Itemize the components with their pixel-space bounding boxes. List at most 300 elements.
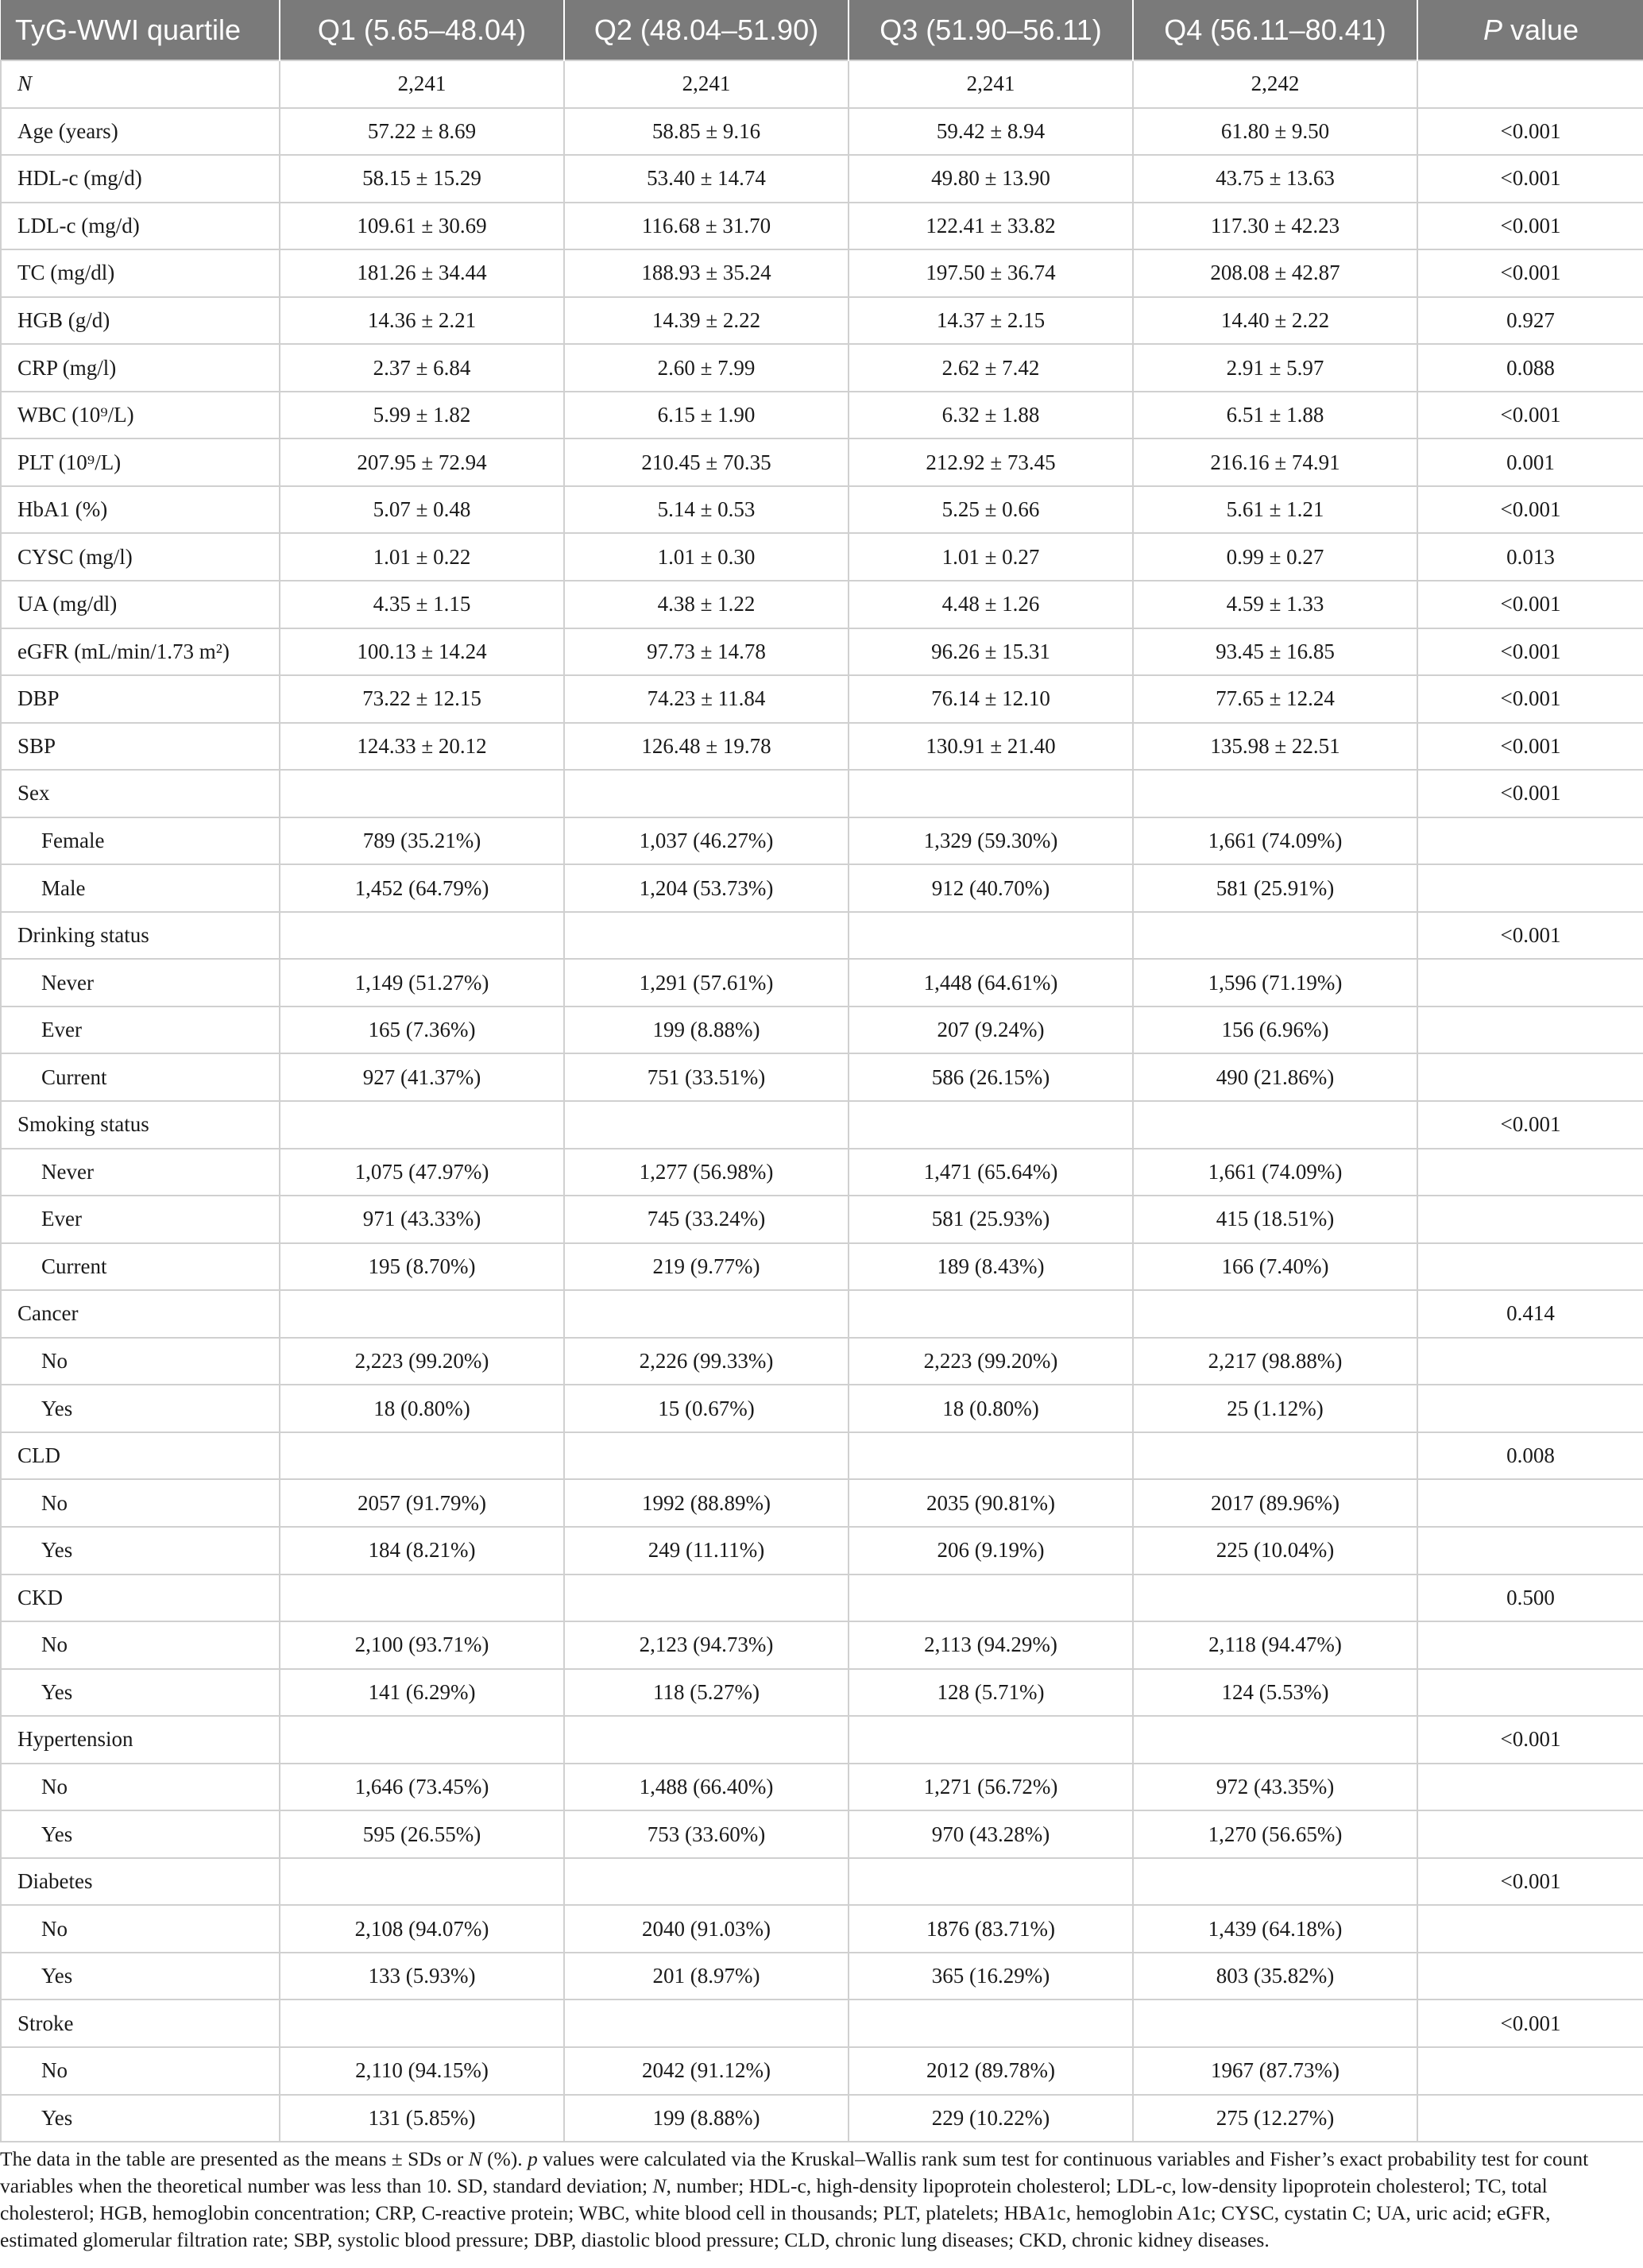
q3-cell: 581 (25.93%) [849, 1196, 1133, 1243]
row-label: Yes [1, 1810, 280, 1858]
row-label: Female [1, 817, 280, 865]
row-label: No [1, 1338, 280, 1385]
q2-cell: 188.93 ± 35.24 [564, 249, 849, 297]
q4-cell: 803 (35.82%) [1133, 1953, 1417, 2000]
q2-cell: 5.14 ± 0.53 [564, 486, 849, 534]
p-value-cell: <0.001 [1417, 675, 1643, 723]
q4-cell: 1967 (87.73%) [1133, 2047, 1417, 2095]
table-row [1, 533, 1643, 581]
q2-cell: 4.38 ± 1.22 [564, 581, 849, 628]
table-row [1, 912, 1643, 960]
q1-cell: 971 (43.33%) [280, 1196, 564, 1243]
row-label: CYSC (mg/l) [1, 533, 280, 581]
p-value-cell: <0.001 [1417, 723, 1643, 771]
q1-cell: 133 (5.93%) [280, 1953, 564, 2000]
q4-cell [1133, 912, 1417, 960]
p-value-cell: <0.001 [1417, 770, 1643, 817]
row-label: Diabetes [1, 1858, 280, 1906]
q2-cell [564, 1574, 849, 1622]
q2-cell: 97.73 ± 14.78 [564, 628, 849, 676]
row-label: Hypertension [1, 1716, 280, 1764]
p-value-cell [1417, 1764, 1643, 1811]
table-row [1, 155, 1643, 203]
p-value-cell: <0.001 [1417, 1101, 1643, 1149]
p-value-cell: <0.001 [1417, 912, 1643, 960]
q2-cell: 2042 (91.12%) [564, 2047, 849, 2095]
q4-cell: 1,596 (71.19%) [1133, 959, 1417, 1006]
table-header [1, 0, 1643, 60]
row-label: Never [1, 1149, 280, 1196]
q2-cell: 210.45 ± 70.35 [564, 439, 849, 486]
p-value-cell [1417, 959, 1643, 1006]
row-label: No [1, 2047, 280, 2095]
table-row [1, 439, 1643, 486]
q4-cell: 135.98 ± 22.51 [1133, 723, 1417, 771]
q3-cell: 586 (26.15%) [849, 1053, 1133, 1101]
row-label: TC (mg/dl) [1, 249, 280, 297]
q4-cell: 2,242 [1133, 60, 1417, 108]
q4-cell: 1,661 (74.09%) [1133, 817, 1417, 865]
table-row [1, 581, 1643, 628]
p-value-cell [1417, 1953, 1643, 2000]
table-row [1, 817, 1643, 865]
q3-cell: 912 (40.70%) [849, 864, 1133, 912]
footnote-italic: p [528, 2147, 538, 2170]
q4-cell [1133, 1858, 1417, 1906]
q4-cell [1133, 1101, 1417, 1149]
q4-cell: 225 (10.04%) [1133, 1527, 1417, 1574]
p-value-cell [1417, 1149, 1643, 1196]
q1-cell: 789 (35.21%) [280, 817, 564, 865]
table-row [1, 675, 1643, 723]
q2-cell: 745 (33.24%) [564, 1196, 849, 1243]
p-value-cell [1417, 1385, 1643, 1432]
footnote-text: The data in the table are presented as the means ± SDs or N (%). p values were calculated via the Kruskal–Wallis rank sum test for continuous variables and Fisher’s exact probability test for count variables when the theoretical number was less than 10. SD, standard deviation; N, number; HDL-c, high-density lipoprotein cholesterol; LDL-c, low-density lipoprotein cholesterol; TC, total cholesterol; HGB, hemoglobin concentration; CRP, C-reactive protein; WBC, white blood cell in thousands; PLT, platelets; HBA1c, hemoglobin A1c; CYSC, cystatin C; UA, uric acid; eGFR, estimated glomerular filtration rate; SBP, systolic blood pressure; DBP, diastolic blood pressure; CLD, chronic lung diseases; CKD, chronic kidney diseases. [0, 2147, 1589, 2251]
p-value-cell: 0.013 [1417, 533, 1643, 581]
header-p-value-text: P value [1483, 13, 1579, 46]
q3-cell [849, 1574, 1133, 1622]
row-label: Smoking status [1, 1101, 280, 1149]
q4-cell: 275 (12.27%) [1133, 2095, 1417, 2142]
table-row [1, 1432, 1643, 1480]
q2-cell [564, 1101, 849, 1149]
q3-cell: 49.80 ± 13.90 [849, 155, 1133, 203]
q3-cell: 197.50 ± 36.74 [849, 249, 1133, 297]
q4-cell: 25 (1.12%) [1133, 1385, 1417, 1432]
p-value-cell [1417, 2095, 1643, 2142]
q1-cell: 73.22 ± 12.15 [280, 675, 564, 723]
row-label: Yes [1, 1669, 280, 1717]
p-value-cell: 0.088 [1417, 344, 1643, 392]
table-row [1, 297, 1643, 345]
q2-cell: 751 (33.51%) [564, 1053, 849, 1101]
table-row [1, 344, 1643, 392]
p-value-cell [1417, 1527, 1643, 1574]
p-value-cell: 0.414 [1417, 1290, 1643, 1338]
p-value-cell: <0.001 [1417, 486, 1643, 534]
q1-cell: 181.26 ± 34.44 [280, 249, 564, 297]
p-value-cell: 0.927 [1417, 297, 1643, 345]
q4-cell: 14.40 ± 2.22 [1133, 297, 1417, 345]
q2-cell: 1,037 (46.27%) [564, 817, 849, 865]
q1-cell: 1,149 (51.27%) [280, 959, 564, 1006]
q1-cell: 165 (7.36%) [280, 1006, 564, 1054]
table-row [1, 864, 1643, 912]
q3-cell: 76.14 ± 12.10 [849, 675, 1133, 723]
q4-cell: 2.91 ± 5.97 [1133, 344, 1417, 392]
table-row [1, 1905, 1643, 1953]
q1-cell: 2,223 (99.20%) [280, 1338, 564, 1385]
q3-cell: 96.26 ± 15.31 [849, 628, 1133, 676]
table-row [1, 1764, 1643, 1811]
q1-cell: 57.22 ± 8.69 [280, 108, 564, 156]
q2-cell: 53.40 ± 14.74 [564, 155, 849, 203]
q2-cell [564, 1290, 849, 1338]
p-value-cell: <0.001 [1417, 1858, 1643, 1906]
row-label: PLT (10⁹/L) [1, 439, 280, 486]
header-q2: Q2 (48.04–51.90) [564, 0, 849, 60]
q2-cell: 14.39 ± 2.22 [564, 297, 849, 345]
q2-cell: 753 (33.60%) [564, 1810, 849, 1858]
q1-cell [280, 1101, 564, 1149]
q4-cell [1133, 1290, 1417, 1338]
q2-cell: 74.23 ± 11.84 [564, 675, 849, 723]
q4-cell: 216.16 ± 74.91 [1133, 439, 1417, 486]
p-value-cell [1417, 1196, 1643, 1243]
q2-cell: 6.15 ± 1.90 [564, 392, 849, 439]
table-row [1, 1574, 1643, 1622]
q2-cell: 1,488 (66.40%) [564, 1764, 849, 1811]
q3-cell: 1,329 (59.30%) [849, 817, 1133, 865]
p-value-cell [1417, 1621, 1643, 1669]
row-label: LDL-c (mg/d) [1, 203, 280, 250]
table-row [1, 1953, 1643, 2000]
table-row [1, 770, 1643, 817]
header-p-italic: P [1483, 13, 1502, 46]
q1-cell: 58.15 ± 15.29 [280, 155, 564, 203]
q2-cell [564, 1858, 849, 1906]
table-row [1, 723, 1643, 771]
row-label: Current [1, 1243, 280, 1291]
row-label: No [1, 1479, 280, 1527]
p-value-cell: <0.001 [1417, 249, 1643, 297]
row-label: eGFR (mL/min/1.73 m²) [1, 628, 280, 676]
q1-cell [280, 1716, 564, 1764]
q2-cell: 2040 (91.03%) [564, 1905, 849, 1953]
table-row [1, 1196, 1643, 1243]
q1-cell: 4.35 ± 1.15 [280, 581, 564, 628]
q3-cell [849, 1290, 1133, 1338]
q2-cell: 1,204 (53.73%) [564, 864, 849, 912]
q1-cell: 141 (6.29%) [280, 1669, 564, 1717]
q4-cell: 1,270 (56.65%) [1133, 1810, 1417, 1858]
row-label: Stroke [1, 1999, 280, 2047]
q3-cell: 2.62 ± 7.42 [849, 344, 1133, 392]
header-quartile: TyG-WWI quartile [15, 13, 242, 46]
row-label: Ever [1, 1196, 280, 1243]
header-q1: Q1 (5.65–48.04) [280, 0, 564, 60]
q3-cell: 207 (9.24%) [849, 1006, 1133, 1054]
q2-cell [564, 1716, 849, 1764]
q4-cell: 5.61 ± 1.21 [1133, 486, 1417, 534]
q3-cell: 212.92 ± 73.45 [849, 439, 1133, 486]
q2-cell: 126.48 ± 19.78 [564, 723, 849, 771]
q1-cell: 2,108 (94.07%) [280, 1905, 564, 1953]
row-label: CRP (mg/l) [1, 344, 280, 392]
q2-cell: 2,241 [564, 60, 849, 108]
p-value-cell [1417, 864, 1643, 912]
q1-cell: 1,646 (73.45%) [280, 1764, 564, 1811]
q1-cell: 207.95 ± 72.94 [280, 439, 564, 486]
q4-cell: 208.08 ± 42.87 [1133, 249, 1417, 297]
q2-cell: 219 (9.77%) [564, 1243, 849, 1291]
q2-cell [564, 1999, 849, 2047]
p-value-cell: 0.008 [1417, 1432, 1643, 1480]
q3-cell: 189 (8.43%) [849, 1243, 1133, 1291]
q1-cell: 1.01 ± 0.22 [280, 533, 564, 581]
q4-cell [1133, 1716, 1417, 1764]
table-body [1, 60, 1643, 2142]
q4-cell: 2,118 (94.47%) [1133, 1621, 1417, 1669]
p-value-cell [1417, 1053, 1643, 1101]
p-value-cell: <0.001 [1417, 392, 1643, 439]
p-value-cell: <0.001 [1417, 1716, 1643, 1764]
row-label: Cancer [1, 1290, 280, 1338]
q4-cell [1133, 1574, 1417, 1622]
q3-cell: 2035 (90.81%) [849, 1479, 1133, 1527]
q4-cell: 166 (7.40%) [1133, 1243, 1417, 1291]
table-row [1, 2047, 1643, 2095]
row-label: UA (mg/dl) [1, 581, 280, 628]
q3-cell: 59.42 ± 8.94 [849, 108, 1133, 156]
table-row [1, 1527, 1643, 1574]
q1-cell: 927 (41.37%) [280, 1053, 564, 1101]
q3-cell: 2,241 [849, 60, 1133, 108]
row-label: No [1, 1621, 280, 1669]
q4-cell: 77.65 ± 12.24 [1133, 675, 1417, 723]
table-row [1, 1669, 1643, 1717]
q4-cell: 2,217 (98.88%) [1133, 1338, 1417, 1385]
q1-cell: 595 (26.55%) [280, 1810, 564, 1858]
header-p-value [1417, 0, 1643, 60]
q3-cell: 970 (43.28%) [849, 1810, 1133, 1858]
row-label: Yes [1, 1953, 280, 2000]
q2-cell: 1.01 ± 0.30 [564, 533, 849, 581]
q4-cell: 2017 (89.96%) [1133, 1479, 1417, 1527]
q4-cell: 117.30 ± 42.23 [1133, 203, 1417, 250]
table-row [1, 108, 1643, 156]
row-label: Current [1, 1053, 280, 1101]
q4-cell: 61.80 ± 9.50 [1133, 108, 1417, 156]
q1-cell: 5.99 ± 1.82 [280, 392, 564, 439]
q4-cell: 124 (5.53%) [1133, 1669, 1417, 1717]
p-value-cell: <0.001 [1417, 203, 1643, 250]
q2-cell: 1,277 (56.98%) [564, 1149, 849, 1196]
q3-cell: 18 (0.80%) [849, 1385, 1133, 1432]
q3-cell [849, 1432, 1133, 1480]
row-label: Ever [1, 1006, 280, 1054]
q1-cell: 2,110 (94.15%) [280, 2047, 564, 2095]
row-label: Age (years) [1, 108, 280, 156]
q4-cell [1133, 1999, 1417, 2047]
q1-cell [280, 912, 564, 960]
q1-cell: 1,452 (64.79%) [280, 864, 564, 912]
q4-cell: 972 (43.35%) [1133, 1764, 1417, 1811]
q2-cell: 2.60 ± 7.99 [564, 344, 849, 392]
q1-cell: 2,100 (93.71%) [280, 1621, 564, 1669]
table-row [1, 1149, 1643, 1196]
p-value-cell [1417, 1479, 1643, 1527]
row-label: WBC (10⁹/L) [1, 392, 280, 439]
row-label: HDL-c (mg/d) [1, 155, 280, 203]
table-row [1, 392, 1643, 439]
q2-cell: 58.85 ± 9.16 [564, 108, 849, 156]
q2-cell: 201 (8.97%) [564, 1953, 849, 2000]
q2-cell: 15 (0.67%) [564, 1385, 849, 1432]
q4-cell: 1,439 (64.18%) [1133, 1905, 1417, 1953]
q1-cell [280, 1432, 564, 1480]
q2-cell: 1,291 (57.61%) [564, 959, 849, 1006]
q4-cell: 581 (25.91%) [1133, 864, 1417, 912]
q3-cell [849, 770, 1133, 817]
row-label: Drinking status [1, 912, 280, 960]
row-label: SBP [1, 723, 280, 771]
q1-cell: 2,241 [280, 60, 564, 108]
row-label: Yes [1, 1385, 280, 1432]
p-value-cell [1417, 60, 1643, 108]
q3-cell [849, 1858, 1133, 1906]
row-label: Sex [1, 770, 280, 817]
row-label: No [1, 1905, 280, 1953]
q4-cell: 4.59 ± 1.33 [1133, 581, 1417, 628]
table-row [1, 2095, 1643, 2142]
q4-cell [1133, 770, 1417, 817]
q2-cell: 118 (5.27%) [564, 1669, 849, 1717]
p-value-cell: <0.001 [1417, 628, 1643, 676]
table-row [1, 1385, 1643, 1432]
header-row [1, 0, 1643, 60]
q2-cell: 116.68 ± 31.70 [564, 203, 849, 250]
q1-cell: 184 (8.21%) [280, 1527, 564, 1574]
row-label: CLD [1, 1432, 280, 1480]
row-label: HGB (g/d) [1, 297, 280, 345]
table-row [1, 1101, 1643, 1149]
q3-cell: 229 (10.22%) [849, 2095, 1133, 2142]
q2-cell [564, 1432, 849, 1480]
p-value-cell [1417, 1338, 1643, 1385]
q2-cell: 2,226 (99.33%) [564, 1338, 849, 1385]
q2-cell: 199 (8.88%) [564, 1006, 849, 1054]
q3-cell: 1,271 (56.72%) [849, 1764, 1133, 1811]
table-row [1, 1243, 1643, 1291]
q2-cell: 199 (8.88%) [564, 2095, 849, 2142]
q1-cell: 5.07 ± 0.48 [280, 486, 564, 534]
table-row [1, 486, 1643, 534]
q4-cell: 6.51 ± 1.88 [1133, 392, 1417, 439]
table-footnote [0, 2146, 1629, 2254]
q1-cell: 100.13 ± 14.24 [280, 628, 564, 676]
row-label: DBP [1, 675, 280, 723]
p-value-cell [1417, 1006, 1643, 1054]
q1-cell [280, 1999, 564, 2047]
q1-cell: 124.33 ± 20.12 [280, 723, 564, 771]
p-value-cell [1417, 1243, 1643, 1291]
row-label: HbA1 (%) [1, 486, 280, 534]
q1-cell: 2.37 ± 6.84 [280, 344, 564, 392]
q1-cell: 1,075 (47.97%) [280, 1149, 564, 1196]
table-row [1, 1053, 1643, 1101]
row-label: Yes [1, 2095, 280, 2142]
table-row [1, 1999, 1643, 2047]
table-row [1, 60, 1643, 108]
p-value-cell [1417, 1905, 1643, 1953]
q3-cell [849, 1716, 1133, 1764]
q3-cell [849, 912, 1133, 960]
q3-cell [849, 1101, 1133, 1149]
p-value-cell [1417, 1810, 1643, 1858]
table-row [1, 628, 1643, 676]
p-value-cell: <0.001 [1417, 581, 1643, 628]
table-row [1, 959, 1643, 1006]
q2-cell: 249 (11.11%) [564, 1527, 849, 1574]
row-label: N [1, 60, 280, 108]
table-row [1, 249, 1643, 297]
q3-cell: 6.32 ± 1.88 [849, 392, 1133, 439]
q3-cell: 130.91 ± 21.40 [849, 723, 1133, 771]
row-label: No [1, 1764, 280, 1811]
header-q3: Q3 (51.90–56.11) [849, 0, 1133, 60]
q3-cell: 14.37 ± 2.15 [849, 297, 1133, 345]
q1-cell: 14.36 ± 2.21 [280, 297, 564, 345]
q4-cell: 93.45 ± 16.85 [1133, 628, 1417, 676]
q3-cell: 122.41 ± 33.82 [849, 203, 1133, 250]
p-value-cell [1417, 1669, 1643, 1717]
q4-cell: 490 (21.86%) [1133, 1053, 1417, 1101]
q1-cell: 109.61 ± 30.69 [280, 203, 564, 250]
table-row [1, 1290, 1643, 1338]
q3-cell: 1,471 (65.64%) [849, 1149, 1133, 1196]
q3-cell: 2012 (89.78%) [849, 2047, 1133, 2095]
q1-cell [280, 1574, 564, 1622]
table-row [1, 1716, 1643, 1764]
q3-cell: 4.48 ± 1.26 [849, 581, 1133, 628]
q2-cell: 1992 (88.89%) [564, 1479, 849, 1527]
q4-cell: 0.99 ± 0.27 [1133, 533, 1417, 581]
table-row [1, 203, 1643, 250]
q3-cell: 5.25 ± 0.66 [849, 486, 1133, 534]
p-value-cell: 0.001 [1417, 439, 1643, 486]
q4-cell: 415 (18.51%) [1133, 1196, 1417, 1243]
q1-cell: 131 (5.85%) [280, 2095, 564, 2142]
q1-cell: 18 (0.80%) [280, 1385, 564, 1432]
footnote-italic: N [652, 2174, 667, 2197]
row-label: CKD [1, 1574, 280, 1622]
table-row [1, 1810, 1643, 1858]
p-value-cell [1417, 2047, 1643, 2095]
table-row [1, 1006, 1643, 1054]
q3-cell: 1,448 (64.61%) [849, 959, 1133, 1006]
q3-cell: 365 (16.29%) [849, 1953, 1133, 2000]
row-label: Male [1, 864, 280, 912]
header-q4: Q4 (56.11–80.41) [1133, 0, 1417, 60]
q3-cell: 2,113 (94.29%) [849, 1621, 1133, 1669]
q1-cell [280, 770, 564, 817]
table-row [1, 1338, 1643, 1385]
q3-cell: 1.01 ± 0.27 [849, 533, 1133, 581]
q2-cell: 2,123 (94.73%) [564, 1621, 849, 1669]
q2-cell [564, 912, 849, 960]
q3-cell: 1876 (83.71%) [849, 1905, 1133, 1953]
